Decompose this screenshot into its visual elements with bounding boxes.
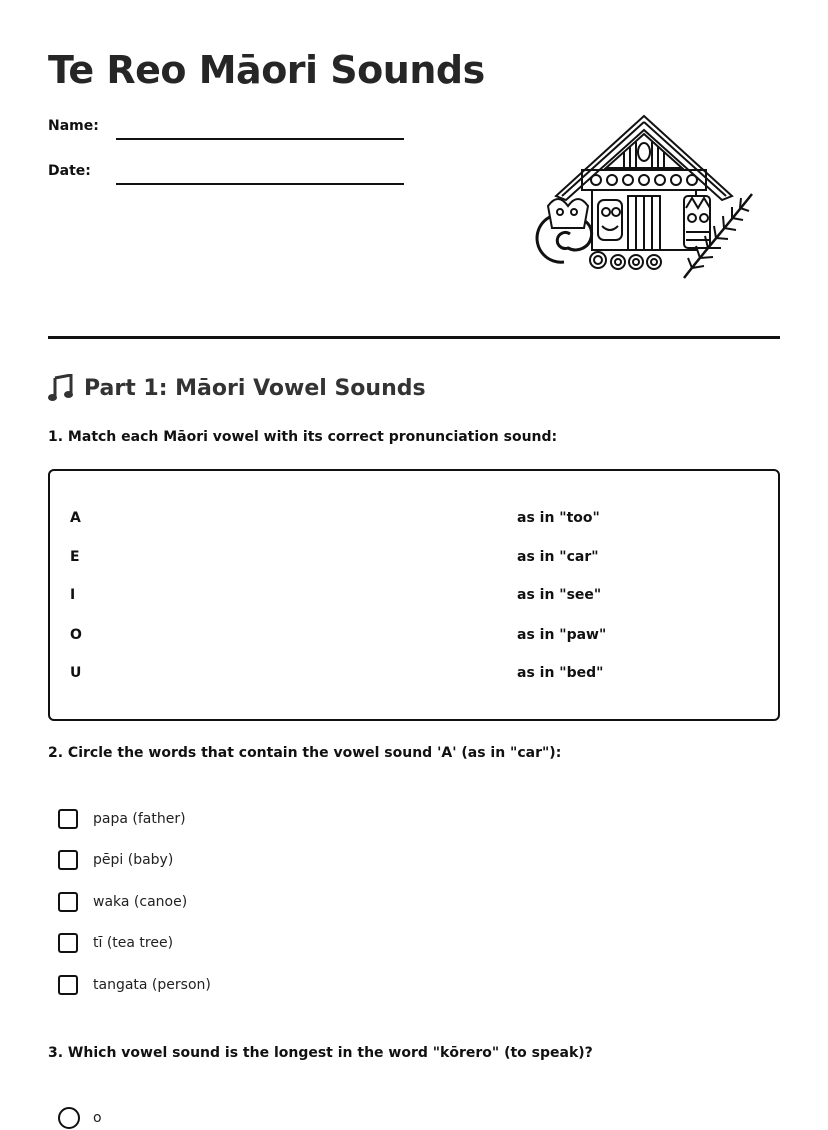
word-option[interactable] (58, 890, 187, 914)
vowel-label[interactable]: U (70, 665, 82, 681)
option-label: tī (tea tree) (93, 935, 174, 951)
sound-label[interactable]: as in "see" (517, 587, 602, 603)
option-checkbox[interactable] (58, 892, 78, 912)
match-row (50, 549, 778, 569)
vowel-label[interactable]: O (70, 627, 82, 643)
date-input-line[interactable] (116, 183, 404, 185)
sound-label[interactable]: as in "bed" (517, 665, 604, 681)
option-checkbox[interactable] (58, 809, 78, 829)
name-input-line[interactable] (116, 138, 404, 140)
word-option[interactable] (58, 931, 173, 955)
vowel-label[interactable]: A (70, 510, 81, 526)
option-radio[interactable] (58, 1107, 80, 1129)
name-label: Name: (48, 118, 99, 134)
vowel-option[interactable] (58, 1106, 102, 1130)
word-option[interactable] (58, 973, 211, 997)
match-row (50, 665, 778, 685)
part-1-heading (48, 374, 426, 402)
question-3: 3. Which vowel sound is the longest in the word "kōrero" (to speak)? (48, 1045, 593, 1061)
match-row (50, 510, 778, 530)
option-checkbox[interactable] (58, 975, 78, 995)
sound-label[interactable]: as in "car" (517, 549, 599, 565)
word-option[interactable] (58, 807, 186, 831)
option-label: waka (canoe) (93, 894, 188, 910)
option-checkbox[interactable] (58, 933, 78, 953)
question-1: 1. Match each Māori vowel with its correct pronunciation sound: (48, 429, 558, 445)
part-1-title: Part 1: Māori Vowel Sounds (84, 375, 426, 401)
vowel-label[interactable]: I (70, 587, 76, 603)
wharenui-meeting-house-icon (534, 112, 756, 284)
option-label: o (93, 1110, 102, 1126)
match-row (50, 587, 778, 607)
word-option[interactable] (58, 848, 173, 872)
option-checkbox[interactable] (58, 850, 78, 870)
option-label: papa (father) (93, 811, 186, 827)
option-label: tangata (person) (93, 977, 211, 993)
question-2: 2. Circle the words that contain the vowel sound 'A' (as in "car"): (48, 745, 562, 761)
option-label: pēpi (baby) (93, 852, 174, 868)
sound-label[interactable]: as in "paw" (517, 627, 607, 643)
page-title: Te Reo Māori Sounds (48, 48, 485, 92)
music-note-icon (48, 374, 74, 402)
match-row (50, 627, 778, 647)
matching-box (48, 469, 780, 721)
date-label: Date: (48, 163, 91, 179)
section-divider (48, 336, 780, 339)
sound-label[interactable]: as in "too" (517, 510, 600, 526)
vowel-label[interactable]: E (70, 549, 80, 565)
